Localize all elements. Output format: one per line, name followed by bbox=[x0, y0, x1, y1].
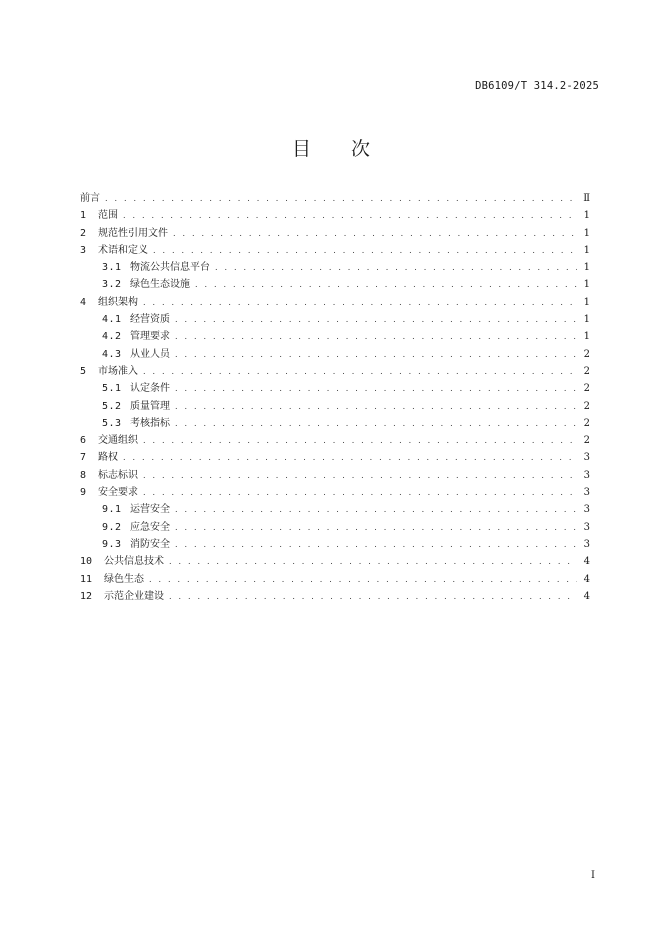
toc-entry[interactable] bbox=[80, 398, 590, 415]
toc-title-part1: 目 bbox=[291, 138, 311, 160]
toc-entry[interactable] bbox=[80, 467, 590, 484]
toc-entry[interactable] bbox=[80, 294, 590, 311]
toc-leader-dots bbox=[175, 380, 577, 397]
toc-leader-dots bbox=[169, 553, 577, 570]
toc-entry-number: 4 bbox=[80, 296, 87, 308]
toc-leader-dots bbox=[175, 501, 577, 518]
toc-entry[interactable] bbox=[80, 501, 590, 518]
toc-entry-page: 3 bbox=[583, 487, 590, 499]
toc-leader-dots bbox=[105, 190, 577, 207]
toc-entry[interactable] bbox=[80, 207, 590, 224]
toc-leader-dots bbox=[143, 432, 577, 449]
toc-leader-dots bbox=[175, 536, 577, 553]
toc-entry-page: 2 bbox=[583, 348, 590, 360]
toc-leader-dots bbox=[175, 328, 577, 345]
toc-leader-dots bbox=[175, 311, 577, 328]
toc-leader-dots bbox=[143, 467, 577, 484]
toc-entry-text: 安全要求 bbox=[98, 487, 138, 499]
toc-leader-dots bbox=[143, 484, 577, 501]
toc-entry[interactable] bbox=[80, 363, 590, 380]
toc-entry-page: 2 bbox=[583, 383, 590, 395]
toc-entry-text: 示范企业建设 bbox=[104, 590, 164, 602]
toc-entry-page: 2 bbox=[583, 435, 590, 447]
toc-entry-text: 路权 bbox=[98, 452, 118, 464]
toc-leader-dots bbox=[123, 449, 577, 466]
toc-entry-page: 1 bbox=[583, 279, 590, 291]
toc-entry-text: 组织架构 bbox=[98, 296, 138, 308]
toc-entry-number: 3 bbox=[80, 244, 87, 256]
toc-leader-dots bbox=[175, 398, 577, 415]
toc-leader-dots bbox=[169, 588, 577, 605]
toc-entry-text: 运营安全 bbox=[130, 504, 170, 516]
toc-entry-number: 4.3 bbox=[102, 348, 122, 360]
toc-entry-number: 3.1 bbox=[102, 262, 122, 274]
toc-entry-text: 经营资质 bbox=[130, 314, 170, 326]
toc-entry-number: 4.1 bbox=[102, 314, 122, 326]
toc-entry[interactable] bbox=[80, 242, 590, 259]
toc-entry-page: 4 bbox=[583, 573, 590, 585]
toc-leader-dots bbox=[175, 346, 577, 363]
toc-title-part2: 次 bbox=[351, 138, 371, 160]
toc-entry[interactable] bbox=[80, 190, 590, 207]
toc-list bbox=[80, 190, 590, 605]
toc-entry-number: 9.1 bbox=[102, 504, 122, 516]
toc-entry-number: 9.3 bbox=[102, 538, 122, 550]
toc-entry[interactable] bbox=[80, 259, 590, 276]
toc-entry-text: 认定条件 bbox=[130, 383, 170, 395]
toc-entry-number: 12 bbox=[80, 590, 93, 602]
toc-leader-dots bbox=[195, 276, 577, 293]
toc-entry-text: 绿色生态设施 bbox=[130, 279, 190, 291]
toc-entry-text: 考核指标 bbox=[130, 417, 170, 429]
toc-leader-dots bbox=[123, 207, 577, 224]
toc-entry-text: 消防安全 bbox=[130, 538, 170, 550]
toc-entry[interactable] bbox=[80, 380, 590, 397]
toc-entry-page: 3 bbox=[583, 538, 590, 550]
toc-entry-text: 术语和定义 bbox=[98, 244, 148, 256]
toc-entry-number: 9.2 bbox=[102, 521, 122, 533]
toc-entry-text: 交通组织 bbox=[98, 435, 138, 447]
toc-entry-page: 1 bbox=[583, 210, 590, 222]
toc-entry[interactable] bbox=[80, 553, 590, 570]
toc-leader-dots bbox=[153, 242, 577, 259]
toc-entry-text: 从业人员 bbox=[130, 348, 170, 360]
toc-title bbox=[0, 134, 662, 161]
toc-entry-number: 9 bbox=[80, 487, 87, 499]
toc-entry[interactable] bbox=[80, 328, 590, 345]
toc-entry[interactable] bbox=[80, 571, 590, 588]
toc-entry-page: 1 bbox=[583, 314, 590, 326]
toc-leader-dots bbox=[173, 225, 577, 242]
toc-leader-dots bbox=[215, 259, 577, 276]
toc-entry-page: 3 bbox=[583, 521, 590, 533]
toc-entry-number: 5.2 bbox=[102, 400, 122, 412]
toc-entry-page: 1 bbox=[583, 227, 590, 239]
toc-entry-text: 规范性引用文件 bbox=[98, 227, 168, 239]
toc-entry-number: 3.2 bbox=[102, 279, 122, 291]
toc-entry-page: 1 bbox=[583, 296, 590, 308]
toc-entry-page: 2 bbox=[583, 417, 590, 429]
toc-leader-dots bbox=[175, 415, 577, 432]
toc-leader-dots bbox=[143, 294, 577, 311]
toc-entry-number: 8 bbox=[80, 469, 87, 481]
toc-entry-text: 质量管理 bbox=[130, 400, 170, 412]
toc-entry[interactable] bbox=[80, 484, 590, 501]
toc-entry-text: 绿色生态 bbox=[104, 573, 144, 585]
toc-entry[interactable] bbox=[80, 449, 590, 466]
toc-entry[interactable] bbox=[80, 225, 590, 242]
toc-entry-number: 4.2 bbox=[102, 331, 122, 343]
toc-entry[interactable] bbox=[80, 415, 590, 432]
toc-entry-text: 应急安全 bbox=[130, 521, 170, 533]
toc-entry-text: 前言 bbox=[80, 193, 100, 204]
toc-entry-page: 2 bbox=[583, 365, 590, 377]
toc-entry-page: 3 bbox=[583, 504, 590, 516]
toc-entry-text: 市场准入 bbox=[98, 365, 138, 377]
toc-entry-text: 公共信息技术 bbox=[104, 556, 164, 568]
toc-leader-dots bbox=[149, 571, 577, 588]
toc-entry-number: 7 bbox=[80, 452, 87, 464]
toc-entry[interactable] bbox=[80, 519, 590, 536]
toc-leader-dots bbox=[143, 363, 577, 380]
toc-entry-page: 1 bbox=[583, 244, 590, 256]
toc-entry-page: 1 bbox=[583, 331, 590, 343]
toc-leader-dots bbox=[175, 519, 577, 536]
toc-entry-number: 1 bbox=[80, 210, 87, 222]
toc-entry-text: 范围 bbox=[98, 210, 118, 222]
toc-entry-page: 3 bbox=[583, 469, 590, 481]
toc-entry-number: 6 bbox=[80, 435, 87, 447]
toc-entry-page: 3 bbox=[583, 452, 590, 464]
toc-entry-number: 2 bbox=[80, 227, 87, 239]
toc-entry[interactable] bbox=[80, 432, 590, 449]
toc-entry-number: 5.1 bbox=[102, 383, 122, 395]
toc-entry-page: 4 bbox=[583, 556, 590, 568]
toc-entry-number: 5 bbox=[80, 365, 87, 377]
toc-entry-text: 管理要求 bbox=[130, 331, 170, 343]
toc-entry-page: 4 bbox=[583, 590, 590, 602]
toc-entry-page: 2 bbox=[583, 400, 590, 412]
toc-entry-page: Ⅱ bbox=[583, 193, 590, 204]
toc-entry[interactable] bbox=[80, 276, 590, 293]
toc-entry[interactable] bbox=[80, 311, 590, 328]
toc-entry-number: 11 bbox=[80, 573, 93, 585]
toc-entry-number: 5.3 bbox=[102, 417, 122, 429]
toc-entry-number: 10 bbox=[80, 556, 93, 568]
toc-entry-text: 标志标识 bbox=[98, 469, 138, 481]
toc-entry[interactable] bbox=[80, 536, 590, 553]
toc-entry[interactable] bbox=[80, 588, 590, 605]
toc-entry-text: 物流公共信息平台 bbox=[130, 262, 210, 274]
document-code: DB6109/T 314.2-2025 bbox=[475, 80, 599, 92]
toc-entry-page: 1 bbox=[583, 262, 590, 274]
toc-entry[interactable] bbox=[80, 346, 590, 363]
page-number: I bbox=[591, 870, 595, 881]
